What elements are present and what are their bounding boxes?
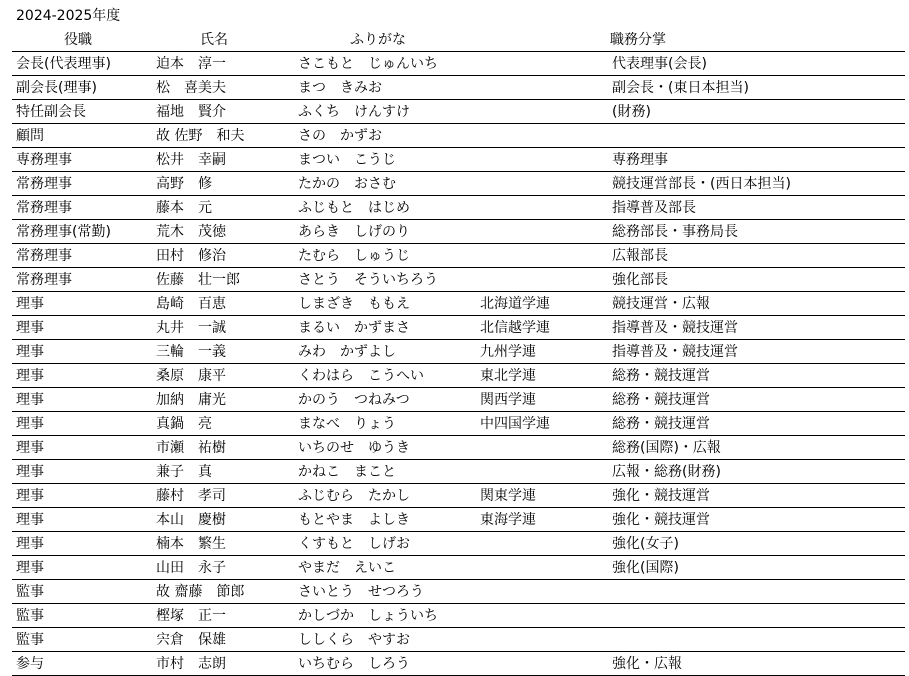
cell-region bbox=[476, 220, 608, 244]
cell-duty: 代表理事(会長) bbox=[608, 52, 905, 76]
cell-duty: 広報部長 bbox=[608, 244, 905, 268]
cell-region bbox=[476, 148, 608, 172]
fiscal-year-label: 2024-2025年度 bbox=[16, 8, 121, 24]
cell-role: 特任副会長 bbox=[12, 100, 152, 124]
cell-duty: 総務・競技運営 bbox=[608, 412, 905, 436]
cell-role: 理事 bbox=[12, 364, 152, 388]
cell-region bbox=[476, 100, 608, 124]
table-row bbox=[12, 484, 905, 508]
table-row bbox=[12, 652, 905, 676]
header-role: 役職 bbox=[12, 28, 152, 52]
officer-table-body bbox=[12, 52, 905, 676]
cell-name: 桑原 康平 bbox=[152, 364, 294, 388]
header-duty: 職務分掌 bbox=[608, 28, 905, 52]
table-row bbox=[12, 196, 905, 220]
cell-kana: かしづか しょういち bbox=[294, 604, 476, 628]
cell-kana: ふじむら たかし bbox=[294, 484, 476, 508]
cell-region: 北海道学連 bbox=[476, 292, 608, 316]
cell-duty: 副会長・(東日本担当) bbox=[608, 76, 905, 100]
cell-role: 常務理事 bbox=[12, 172, 152, 196]
cell-duty: 強化・競技運営 bbox=[608, 508, 905, 532]
table-row bbox=[12, 100, 905, 124]
cell-name: 三輪 一義 bbox=[152, 340, 294, 364]
table-row bbox=[12, 508, 905, 532]
cell-region bbox=[476, 436, 608, 460]
table-row bbox=[12, 388, 905, 412]
cell-kana: ふじもと はじめ bbox=[294, 196, 476, 220]
cell-name: 市瀬 祐樹 bbox=[152, 436, 294, 460]
cell-kana: さいとう せつろう bbox=[294, 580, 476, 604]
cell-duty bbox=[608, 628, 905, 652]
cell-name: 佐藤 壮一郎 bbox=[152, 268, 294, 292]
cell-duty bbox=[608, 124, 905, 148]
cell-kana: くわはら こうへい bbox=[294, 364, 476, 388]
cell-duty: 指導普及・競技運営 bbox=[608, 340, 905, 364]
cell-duty bbox=[608, 580, 905, 604]
cell-name: 島崎 百恵 bbox=[152, 292, 294, 316]
cell-region bbox=[476, 244, 608, 268]
cell-kana: さこもと じゅんいち bbox=[294, 52, 476, 76]
table-row bbox=[12, 220, 905, 244]
cell-region bbox=[476, 52, 608, 76]
cell-duty: 競技運営部長・(西日本担当) bbox=[608, 172, 905, 196]
cell-role: 常務理事 bbox=[12, 268, 152, 292]
cell-region: 北信越学連 bbox=[476, 316, 608, 340]
cell-region bbox=[476, 124, 608, 148]
cell-kana: いちむら しろう bbox=[294, 652, 476, 676]
cell-name: 樫塚 正一 bbox=[152, 604, 294, 628]
cell-duty: 強化・広報 bbox=[608, 652, 905, 676]
cell-role: 理事 bbox=[12, 292, 152, 316]
cell-kana: あらき しげのり bbox=[294, 220, 476, 244]
cell-region bbox=[476, 604, 608, 628]
cell-kana: みわ かずよし bbox=[294, 340, 476, 364]
table-row bbox=[12, 172, 905, 196]
cell-region: 関西学連 bbox=[476, 388, 608, 412]
cell-name: 松井 幸嗣 bbox=[152, 148, 294, 172]
officer-table bbox=[12, 28, 905, 676]
cell-kana: まつ きみお bbox=[294, 76, 476, 100]
cell-name: 本山 慶樹 bbox=[152, 508, 294, 532]
cell-name: 故 齋藤 節郎 bbox=[152, 580, 294, 604]
cell-kana: くすもと しげお bbox=[294, 532, 476, 556]
cell-region: 関東学連 bbox=[476, 484, 608, 508]
cell-duty: 総務・競技運営 bbox=[608, 388, 905, 412]
cell-region: 東北学連 bbox=[476, 364, 608, 388]
cell-duty: 強化(国際) bbox=[608, 556, 905, 580]
cell-name: 山田 永子 bbox=[152, 556, 294, 580]
cell-region bbox=[476, 556, 608, 580]
cell-region bbox=[476, 532, 608, 556]
table-row bbox=[12, 76, 905, 100]
table-row bbox=[12, 532, 905, 556]
cell-role: 副会長(理事) bbox=[12, 76, 152, 100]
cell-duty: 指導普及部長 bbox=[608, 196, 905, 220]
cell-role: 顧問 bbox=[12, 124, 152, 148]
cell-role: 理事 bbox=[12, 436, 152, 460]
cell-name: 高野 修 bbox=[152, 172, 294, 196]
cell-role: 理事 bbox=[12, 532, 152, 556]
cell-role: 理事 bbox=[12, 484, 152, 508]
cell-kana: さとう そういちろう bbox=[294, 268, 476, 292]
cell-role: 理事 bbox=[12, 412, 152, 436]
cell-duty: 強化(女子) bbox=[608, 532, 905, 556]
cell-name: 兼子 真 bbox=[152, 460, 294, 484]
cell-name: 福地 賢介 bbox=[152, 100, 294, 124]
cell-kana: さの かずお bbox=[294, 124, 476, 148]
cell-duty: 競技運営・広報 bbox=[608, 292, 905, 316]
cell-role: 理事 bbox=[12, 388, 152, 412]
table-row bbox=[12, 412, 905, 436]
cell-duty: 専務理事 bbox=[608, 148, 905, 172]
table-row bbox=[12, 292, 905, 316]
cell-name: 田村 修治 bbox=[152, 244, 294, 268]
table-row bbox=[12, 364, 905, 388]
cell-duty: 指導普及・競技運営 bbox=[608, 316, 905, 340]
table-row bbox=[12, 628, 905, 652]
cell-region bbox=[476, 268, 608, 292]
cell-name: 加納 庸光 bbox=[152, 388, 294, 412]
cell-kana: まつい こうじ bbox=[294, 148, 476, 172]
header-name: 氏名 bbox=[152, 28, 294, 52]
cell-role: 常務理事 bbox=[12, 196, 152, 220]
cell-kana: たむら しゅうじ bbox=[294, 244, 476, 268]
cell-region: 東海学連 bbox=[476, 508, 608, 532]
table-row bbox=[12, 268, 905, 292]
cell-region bbox=[476, 580, 608, 604]
cell-name: 宍倉 保雄 bbox=[152, 628, 294, 652]
cell-region bbox=[476, 196, 608, 220]
cell-kana: まなべ りょう bbox=[294, 412, 476, 436]
cell-duty: 広報・総務(財務) bbox=[608, 460, 905, 484]
cell-name: 故 佐野 和夫 bbox=[152, 124, 294, 148]
cell-duty: (財務) bbox=[608, 100, 905, 124]
table-row bbox=[12, 124, 905, 148]
cell-name: 松 喜美夫 bbox=[152, 76, 294, 100]
table-row bbox=[12, 52, 905, 76]
cell-kana: まるい かずまさ bbox=[294, 316, 476, 340]
cell-role: 理事 bbox=[12, 316, 152, 340]
cell-role: 理事 bbox=[12, 340, 152, 364]
cell-role: 監事 bbox=[12, 604, 152, 628]
table-row bbox=[12, 316, 905, 340]
cell-region bbox=[476, 76, 608, 100]
cell-kana: ししくら やすお bbox=[294, 628, 476, 652]
table-row bbox=[12, 148, 905, 172]
cell-duty: 総務・競技運営 bbox=[608, 364, 905, 388]
table-row bbox=[12, 604, 905, 628]
cell-kana: かのう つねみつ bbox=[294, 388, 476, 412]
cell-kana: いちのせ ゆうき bbox=[294, 436, 476, 460]
cell-duty: 総務部長・事務局長 bbox=[608, 220, 905, 244]
header-kana: ふりがな bbox=[294, 28, 476, 52]
cell-name: 藤村 孝司 bbox=[152, 484, 294, 508]
table-row bbox=[12, 340, 905, 364]
cell-kana: やまだ えいこ bbox=[294, 556, 476, 580]
cell-kana: かねこ まこと bbox=[294, 460, 476, 484]
cell-role: 専務理事 bbox=[12, 148, 152, 172]
cell-region: 九州学連 bbox=[476, 340, 608, 364]
cell-role: 参与 bbox=[12, 652, 152, 676]
cell-duty: 強化部長 bbox=[608, 268, 905, 292]
cell-kana: たかの おさむ bbox=[294, 172, 476, 196]
table-row bbox=[12, 556, 905, 580]
cell-name: 藤本 元 bbox=[152, 196, 294, 220]
cell-name: 荒木 茂徳 bbox=[152, 220, 294, 244]
table-header-row bbox=[12, 28, 905, 52]
cell-role: 監事 bbox=[12, 580, 152, 604]
cell-role: 理事 bbox=[12, 508, 152, 532]
table-row bbox=[12, 580, 905, 604]
cell-region: 中四国学連 bbox=[476, 412, 608, 436]
cell-duty bbox=[608, 604, 905, 628]
cell-role: 理事 bbox=[12, 556, 152, 580]
cell-region bbox=[476, 652, 608, 676]
cell-duty: 強化・競技運営 bbox=[608, 484, 905, 508]
cell-role: 監事 bbox=[12, 628, 152, 652]
cell-name: 真鍋 亮 bbox=[152, 412, 294, 436]
cell-role: 常務理事 bbox=[12, 244, 152, 268]
cell-name: 市村 志朗 bbox=[152, 652, 294, 676]
cell-kana: もとやま よしき bbox=[294, 508, 476, 532]
cell-region bbox=[476, 628, 608, 652]
cell-name: 丸井 一誠 bbox=[152, 316, 294, 340]
cell-name: 迫本 淳一 bbox=[152, 52, 294, 76]
cell-kana: しまざき ももえ bbox=[294, 292, 476, 316]
cell-role: 常務理事(常勤) bbox=[12, 220, 152, 244]
cell-role: 会長(代表理事) bbox=[12, 52, 152, 76]
table-row bbox=[12, 436, 905, 460]
cell-region bbox=[476, 172, 608, 196]
cell-duty: 総務(国際)・広報 bbox=[608, 436, 905, 460]
cell-kana: ふくち けんすけ bbox=[294, 100, 476, 124]
cell-region bbox=[476, 460, 608, 484]
cell-role: 理事 bbox=[12, 460, 152, 484]
table-row bbox=[12, 460, 905, 484]
table-row bbox=[12, 244, 905, 268]
header-region bbox=[476, 28, 608, 52]
cell-name: 楠本 繁生 bbox=[152, 532, 294, 556]
